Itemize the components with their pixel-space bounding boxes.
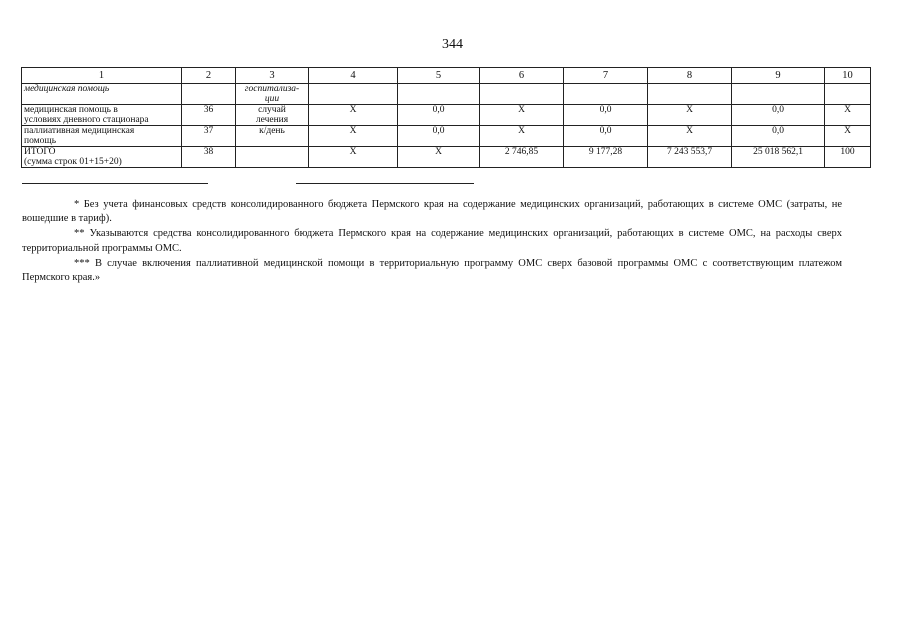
column-header-1: 1 <box>22 68 182 84</box>
cell-row-number: 36 <box>182 105 236 126</box>
column-header-4: 4 <box>309 68 398 84</box>
row-label-line: медицинская помощь в <box>24 105 118 115</box>
cell-col7 <box>564 84 648 105</box>
cell-unit-line: случай <box>258 105 286 115</box>
cell-col9 <box>732 84 825 105</box>
row-label-line: условиях дневного стационара <box>24 115 149 125</box>
cell-row-number: 37 <box>182 126 236 147</box>
table-row <box>22 126 871 147</box>
row-label-line: помощь <box>24 136 57 146</box>
data-table <box>21 67 871 168</box>
cell-unit <box>236 147 309 168</box>
cell-col6: Х <box>480 105 564 126</box>
footnote-divider-right <box>296 183 474 184</box>
column-header-3: 3 <box>236 68 309 84</box>
footnote-divider-left <box>22 183 208 184</box>
cell-col10: 100 <box>825 147 871 168</box>
cell-col7: 0,0 <box>564 126 648 147</box>
column-header-10: 10 <box>825 68 871 84</box>
column-header-2: 2 <box>182 68 236 84</box>
cell-col5: Х <box>398 147 480 168</box>
cell-col4 <box>309 84 398 105</box>
cell-unit-line: к/день <box>259 126 285 136</box>
row-label-line: ИТОГО <box>24 147 56 157</box>
row-label <box>22 84 182 105</box>
cell-col9: 0,0 <box>732 126 825 147</box>
cell-col7: 9 177,28 <box>564 147 648 168</box>
cell-unit-line: лечения <box>255 115 289 125</box>
footnote-2: ** Указываются средства консолидированного бюджета Пермского края на содержание медицинских организаций, работающих в системе ОМС, на расходы сверх территориальной программы ОМС. <box>22 228 842 254</box>
table-row <box>22 105 871 126</box>
cell-row-number: 38 <box>182 147 236 168</box>
row-label-line: (сумма строк 01+15+20) <box>24 157 122 167</box>
cell-col6: Х <box>480 126 564 147</box>
cell-col6: 2 746,85 <box>480 147 564 168</box>
cell-col10: Х <box>825 126 871 147</box>
cell-col6 <box>480 84 564 105</box>
cell-col5 <box>398 84 480 105</box>
table-header-row <box>22 68 871 84</box>
cell-col5: 0,0 <box>398 126 480 147</box>
cell-col4: Х <box>309 147 398 168</box>
page-number: 344 <box>442 37 463 52</box>
table-row <box>22 84 871 105</box>
column-header-5: 5 <box>398 68 480 84</box>
row-label <box>22 126 182 147</box>
cell-unit-line: ции <box>264 94 280 104</box>
column-header-6: 6 <box>480 68 564 84</box>
cell-col4: Х <box>309 126 398 147</box>
cell-row-number <box>182 84 236 105</box>
cell-unit <box>236 105 309 126</box>
footnotes <box>22 198 842 286</box>
cell-col8 <box>648 84 732 105</box>
table-row-total <box>22 147 871 168</box>
cell-unit <box>236 126 309 147</box>
cell-col9: 0,0 <box>732 105 825 126</box>
cell-col8: Х <box>648 105 732 126</box>
cell-col8: 7 243 553,7 <box>648 147 732 168</box>
cell-col8: Х <box>648 126 732 147</box>
row-label-line: паллиативная медицинская <box>24 126 135 136</box>
cell-unit <box>236 84 309 105</box>
column-header-9: 9 <box>732 68 825 84</box>
row-label <box>22 147 182 168</box>
cell-col9: 25 018 562,1 <box>732 147 825 168</box>
cell-col10: Х <box>825 105 871 126</box>
cell-col7: 0,0 <box>564 105 648 126</box>
footnote-3: *** В случае включения паллиативной медицинской помощи в территориальную программу ОМС сверх базовой программы ОМС с соответствующим платежом Пермского края.» <box>22 257 842 284</box>
row-label <box>22 105 182 126</box>
column-header-7: 7 <box>564 68 648 84</box>
cell-col4: Х <box>309 105 398 126</box>
footnote-1: * Без учета финансовых средств консолидированного бюджета Пермского края на содержание медицинских организаций, работающих в системе ОМС (затраты, не вошедшие в тариф). <box>22 199 842 225</box>
column-header-8: 8 <box>648 68 732 84</box>
cell-col5: 0,0 <box>398 105 480 126</box>
cell-unit-line: госпитализа- <box>244 84 300 94</box>
row-label-line: медицинская помощь <box>24 84 110 94</box>
cell-col10 <box>825 84 871 105</box>
